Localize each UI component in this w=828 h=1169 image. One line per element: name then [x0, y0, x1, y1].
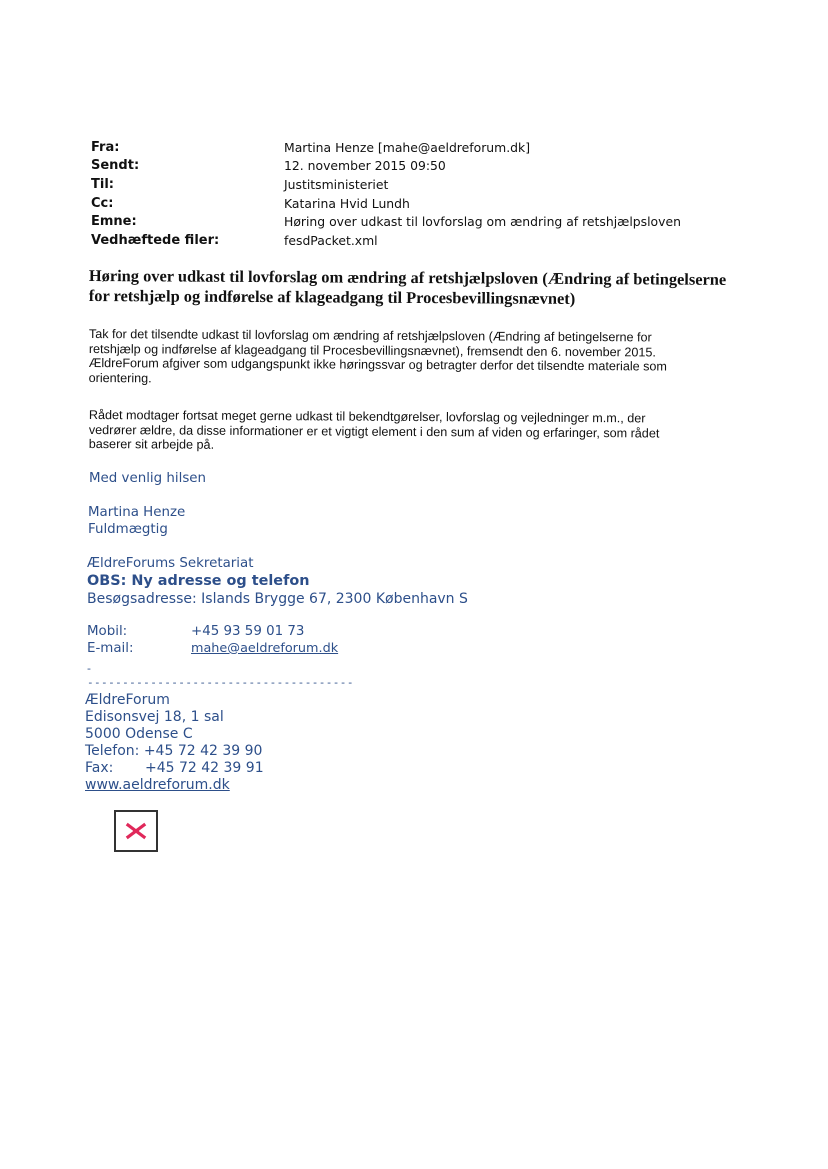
header-cc-row [91, 194, 731, 213]
sent-label: Sendt: [91, 158, 140, 174]
attachment-value: fesdPacket.xml [284, 232, 378, 248]
document-title [89, 266, 749, 310]
email-label: E-mail: [87, 641, 134, 656]
paragraph-line: vedrører ældre, da disse informationer er et vigtigt element i den sum af viden og erfaringer, som rådet [88, 422, 660, 441]
footer-city: 5000 Odense C [85, 726, 193, 742]
paragraph-line: ÆldreForum afgiver som udgangspunkt ikke høringssvar og betragter derfor det tilsendte materiale som [88, 356, 667, 374]
signature-org: ÆldreForums Sekretariat [87, 556, 254, 571]
red-x-icon [125, 822, 147, 840]
header-attachment-row [91, 231, 731, 250]
footer-phone: Telefon: +45 72 42 39 90 [85, 743, 263, 759]
paragraph-line: orientering. [88, 370, 152, 386]
address-notice: OBS: Ny adresse og telefon [87, 573, 310, 589]
body-paragraph-2 [89, 408, 739, 456]
paragraph-line: retshjælp og indførelse af klageadgang til Procesbevillingsnævnet), fremsendt den 6. november 2015. [88, 341, 656, 360]
header-sent-row [91, 157, 731, 176]
visit-address: Besøgsadresse: Islands Brygge 67, 2300 København S [87, 591, 468, 607]
title-line: for retshjælp og indførelse af klageadgang til Procesbevillingsnævnet) [88, 285, 576, 308]
website-link[interactable]: www.aeldreforum.dk [85, 777, 230, 793]
mobile-value: +45 93 59 01 73 [191, 624, 305, 639]
fax-label: Fax: [85, 760, 114, 776]
sent-value: 12. november 2015 09:50 [284, 158, 446, 174]
header-to-row [91, 175, 731, 194]
broken-image-icon [114, 810, 158, 852]
footer-street: Edisonsvej 18, 1 sal [85, 709, 224, 725]
minus-mark: - [87, 662, 91, 675]
from-value: Martina Henze [mahe@aeldreforum.dk] [284, 139, 531, 155]
attachment-label: Vedhæftede filer: [91, 232, 220, 248]
paragraph-line: baserer sit arbejde på. [88, 437, 215, 452]
to-label: Til: [91, 176, 114, 192]
title-line: Høring over udkast til lovforslag om ændring af retshjælpsloven (Ændring af betingelserne [88, 266, 727, 289]
divider-line: -------------------------------------- [87, 676, 354, 689]
header-from-row [91, 138, 731, 157]
from-label: Fra: [91, 139, 120, 155]
cc-value: Katarina Hvid Lundh [284, 195, 410, 211]
signature-role: Fuldmægtig [88, 522, 168, 537]
email-row [87, 641, 338, 656]
footer-fax-row [85, 760, 264, 776]
subject-value: Høring over udkast til lovforslag om ændring af retshjælpsloven [284, 214, 681, 230]
cc-label: Cc: [91, 195, 114, 211]
mobile-row [87, 624, 304, 639]
greeting: Med venlig hilsen [89, 471, 207, 486]
paragraph-line: Tak for det tilsendte udkast til lovforslag om ændring af retshjælpsloven (Ændring af betingelserne for [88, 327, 652, 345]
email-header [91, 138, 731, 250]
footer-org: ÆldreForum [85, 692, 170, 708]
signature-name: Martina Henze [88, 505, 186, 520]
paragraph-line: Rådet modtager fortsat meget gerne udkast til bekendtgørelser, lovforslag og vejledninger m.m., der [88, 408, 646, 426]
to-value: Justitsministeriet [284, 176, 389, 192]
header-subject-row [91, 212, 731, 231]
body-paragraph-1 [89, 327, 739, 389]
subject-label: Emne: [91, 214, 137, 230]
mobile-label: Mobil: [87, 624, 128, 639]
fax-value: +45 72 42 39 91 [145, 760, 264, 776]
email-link[interactable]: mahe@aeldreforum.dk [191, 641, 339, 656]
